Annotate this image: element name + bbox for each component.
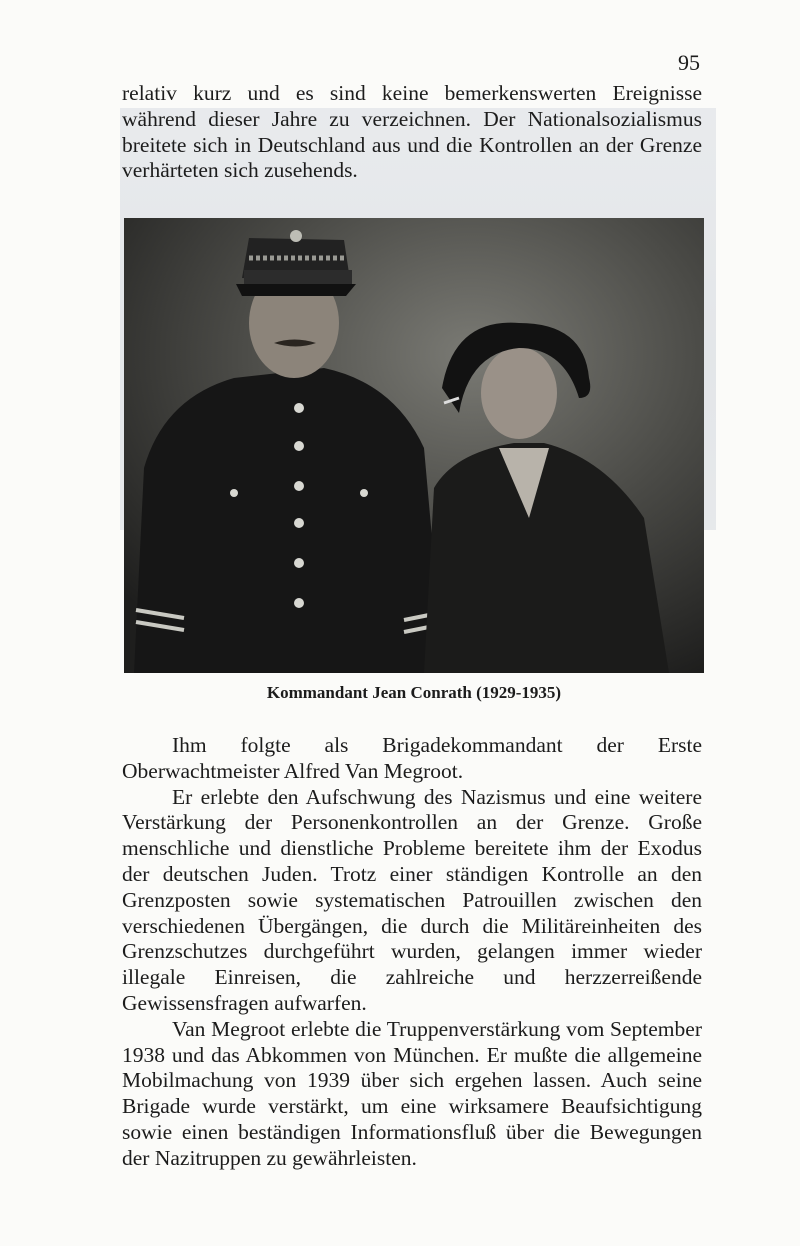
photo-caption: Kommandant Jean Conrath (1929-1935) xyxy=(266,683,562,702)
portrait-photo-illustration xyxy=(124,218,704,673)
paragraph-3: Van Megroot erlebte die Truppenverstärkung vom September 1938 und das Abkommen von München. Er mußte die allgemeine Mobilmachung von 1939 über sich ergehen lassen. Auch seine Brigade wurde verstärkt, um eine wirksamere Beaufsichtigung sowie einen beständigen Informationsfluß über die Bewegungen der Nazitruppen zu gewährleisten. xyxy=(122,1016,702,1170)
main-text xyxy=(122,733,702,1172)
page-number: 95 xyxy=(678,50,700,75)
portrait-photo xyxy=(124,218,704,673)
paragraph-2: Er erlebte den Aufschwung des Nazismus und eine weitere Verstärkung der Personenkontrollen an der Grenze. Große menschliche und dienstliche Probleme bereitete ihm der Exodus der deutschen Juden. Trotz einer ständigen Kontrolle an den Grenzposten sowie systematischen Patrouillen zwischen den verschiedenen Übergängen, die durch die Militäreinheiten des Grenzschutzes durchgeführt wurden, gelangen immer wieder illegale Einreisen, die zahlreiche und herzzerreißende Gewissensfragen aufwarfen. xyxy=(122,784,702,1015)
paragraph-1: Ihm folgte als Brigadekommandant der Erste Oberwachtmeister Alfred Van Megroot. xyxy=(122,733,702,783)
intro-paragraph xyxy=(122,81,702,184)
intro-text: relativ kurz und es sind keine bemerkenswerten Ereignisse während dieser Jahre zu verzeichnen. Der Nationalsozialismus breitete sich in Deutschland aus und die Kontrollen an der Grenze verhärteten sich zusehends. xyxy=(122,81,702,183)
